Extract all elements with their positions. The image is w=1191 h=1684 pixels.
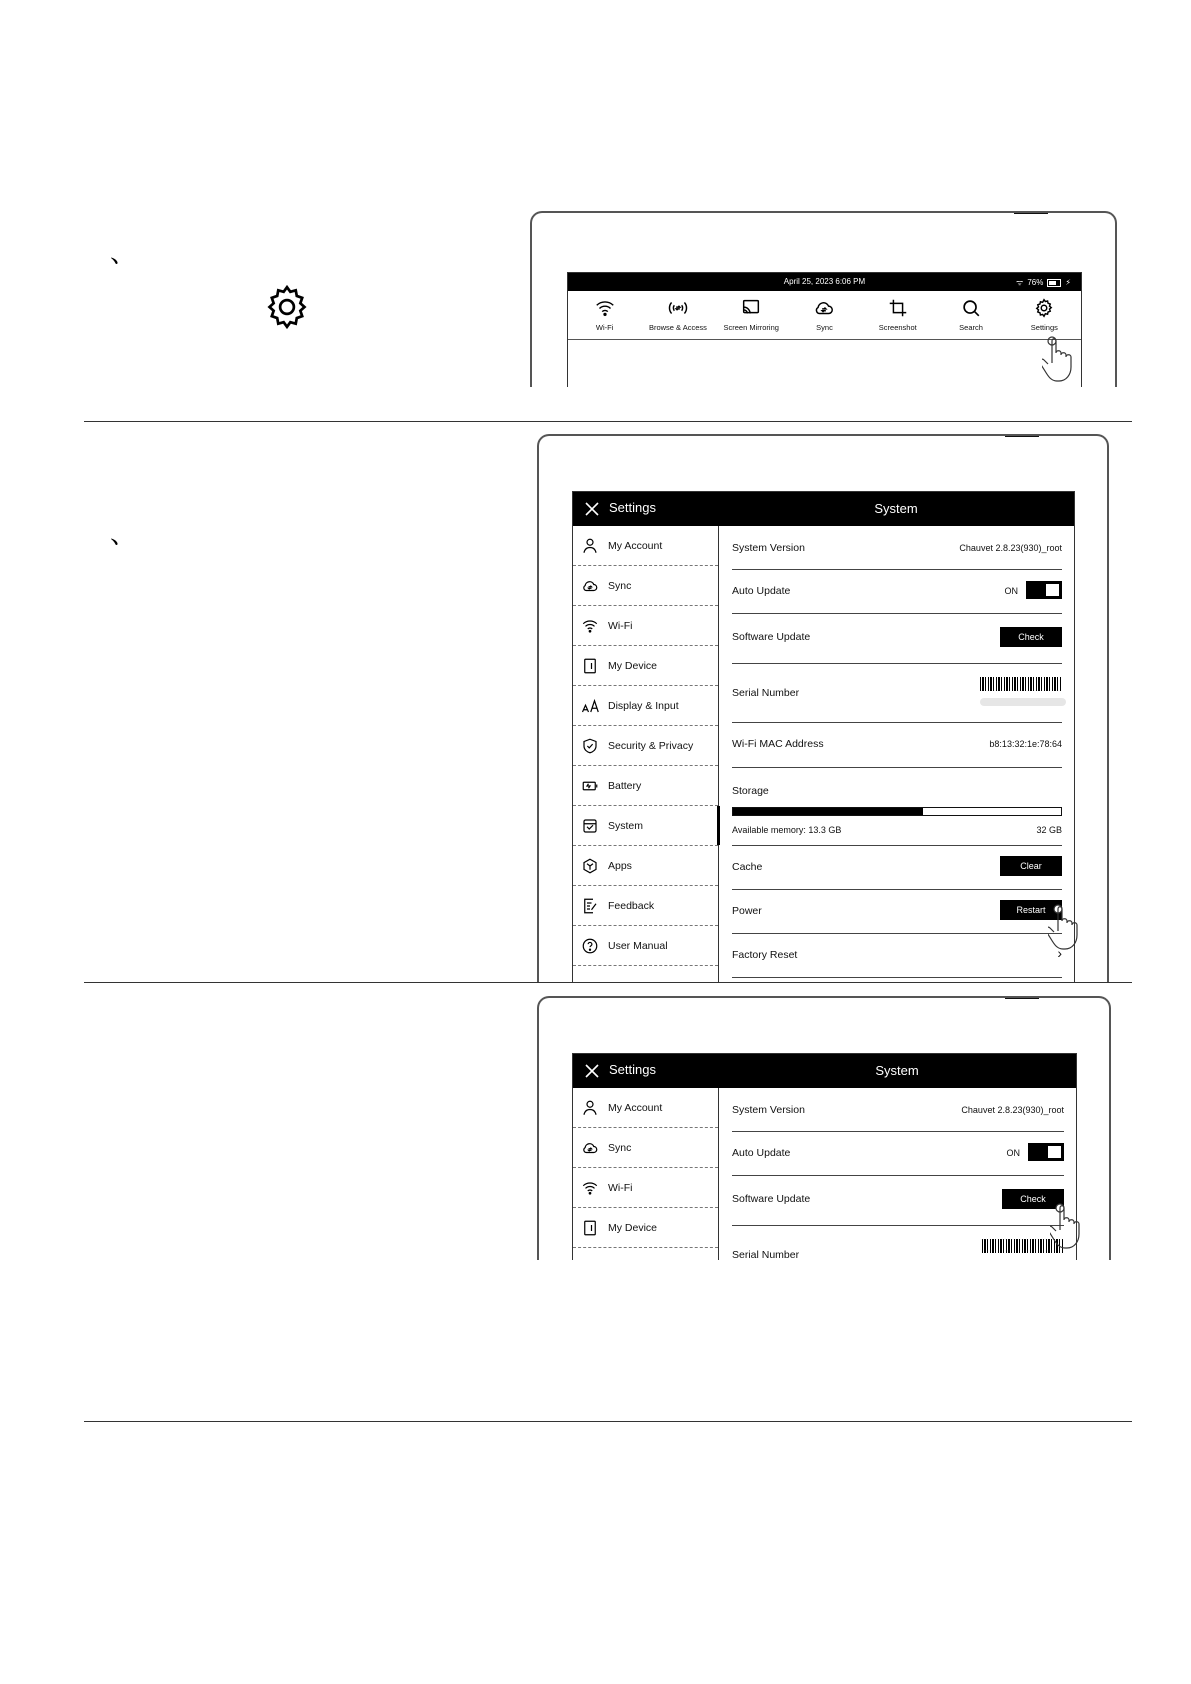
divider-3 <box>84 1421 1132 1422</box>
device-frame-2 <box>537 434 1109 982</box>
settings-check-screen <box>572 1053 1077 1260</box>
battery-icon <box>581 777 599 795</box>
sidebar-item-my-device[interactable]: My Device <box>573 646 718 686</box>
screenshot-icon <box>887 297 909 319</box>
wifi-icon <box>581 1179 599 1197</box>
browse-access-icon <box>667 297 689 319</box>
battery-icon <box>1047 279 1061 287</box>
divider-1 <box>84 421 1132 422</box>
sidebar-item-wifi[interactable]: Wi-Fi <box>573 1168 718 1208</box>
display-input-icon <box>581 697 599 715</box>
quick-actions-row <box>568 291 1081 340</box>
available-memory: Available memory: 13.3 GB <box>732 825 842 835</box>
check-button[interactable]: Check <box>1000 627 1062 647</box>
system-icon <box>581 817 599 835</box>
row-power: Power Restart <box>732 889 1062 934</box>
wifi-icon <box>581 617 599 635</box>
row-auto-update: Auto Update ON <box>732 1131 1064 1176</box>
system-version-value: Chauvet 2.8.23(930)_root <box>959 543 1062 553</box>
status-bar <box>568 273 1081 291</box>
search-icon <box>960 297 982 319</box>
help-icon <box>581 937 599 955</box>
sidebar-item-battery[interactable]: Battery <box>573 766 718 806</box>
settings-header <box>573 492 1074 526</box>
control-center-screen <box>567 272 1082 387</box>
row-system-version: System Version Chauvet 2.8.23(930)_root <box>732 526 1062 570</box>
sidebar-item-apps[interactable]: Apps <box>573 846 718 886</box>
quick-screen-mirroring[interactable]: Screen Mirroring <box>715 291 788 339</box>
sidebar-item-display-input[interactable]: Display & Input <box>573 686 718 726</box>
storage-bar-fill <box>733 808 923 815</box>
system-version-value: Chauvet 2.8.23(930)_root <box>961 1105 1064 1115</box>
row-system-version: System Version Chauvet 2.8.23(930)_root <box>732 1088 1064 1132</box>
sync-icon <box>581 577 599 595</box>
settings-gear-icon <box>262 282 312 332</box>
device-frame-3 <box>537 996 1111 1260</box>
apps-icon <box>581 857 599 875</box>
quick-settings[interactable]: Settings <box>1008 291 1081 339</box>
device-icon <box>581 1219 599 1237</box>
auto-update-toggle[interactable] <box>1026 581 1062 599</box>
storage-bar <box>732 807 1062 816</box>
settings-main <box>718 526 1074 982</box>
section-title: System <box>874 501 918 516</box>
settings-icon <box>1033 297 1055 319</box>
wifi-icon: ᯤ <box>1016 278 1024 287</box>
chevron-right-icon: › <box>1057 945 1062 961</box>
auto-update-toggle[interactable] <box>1028 1143 1064 1161</box>
sidebar-item-user-manual[interactable]: User Manual <box>573 926 718 966</box>
row-serial-number: Serial Number <box>732 1225 1064 1260</box>
wifi-mac-value: b8:13:32:1e:78:64 <box>989 739 1062 749</box>
quick-wifi[interactable]: Wi-Fi <box>568 291 641 339</box>
account-icon <box>581 1099 599 1117</box>
sidebar-item-feedback[interactable]: Feedback <box>573 886 718 926</box>
serial-barcode-icon <box>980 677 1062 691</box>
sidebar-item-my-account[interactable]: My Account <box>573 1088 718 1128</box>
tap-hand-icon <box>1048 901 1104 957</box>
section-title: System <box>875 1063 919 1078</box>
settings-main <box>718 1088 1076 1260</box>
settings-title: Settings <box>609 500 656 515</box>
settings-sidebar <box>573 1088 719 1260</box>
quick-sync[interactable]: Sync <box>788 291 861 339</box>
screen-mirroring-icon <box>740 297 762 319</box>
storage-total: 32 GB <box>1036 825 1062 835</box>
divider-2 <box>84 982 1132 983</box>
sidebar-item-sync[interactable]: Sync <box>573 1128 718 1168</box>
shield-icon <box>581 737 599 755</box>
sidebar-item-my-account[interactable]: My Account <box>573 526 718 566</box>
restart-button[interactable]: Restart <box>1000 900 1062 920</box>
account-icon <box>581 537 599 555</box>
auto-update-state: ON <box>1006 1148 1020 1158</box>
tap-hand-icon <box>1050 1200 1106 1256</box>
row-serial-number: Serial Number <box>732 663 1062 723</box>
settings-header <box>573 1054 1076 1088</box>
close-icon[interactable] <box>583 1062 601 1080</box>
clear-button[interactable]: Clear <box>1000 856 1062 876</box>
sync-icon <box>581 1139 599 1157</box>
quick-search[interactable]: Search <box>934 291 1007 339</box>
feedback-icon <box>581 897 599 915</box>
sidebar-item-system[interactable]: System <box>573 806 718 846</box>
charging-icon: ⚡ <box>1065 278 1071 287</box>
row-wifi-mac: Wi-Fi MAC Address b8:13:32:1e:78:64 <box>732 722 1062 768</box>
settings-title: Settings <box>609 1062 656 1077</box>
step-2-mark: 、 <box>110 519 137 549</box>
settings-sidebar <box>573 526 719 982</box>
quick-browse-access[interactable]: Browse & Access <box>641 291 714 339</box>
row-software-update: Software Update Check <box>732 1175 1064 1226</box>
check-button[interactable]: Check <box>1002 1189 1064 1209</box>
sync-icon <box>813 297 835 319</box>
wifi-icon <box>594 297 616 319</box>
sidebar-item-security-privacy[interactable]: Security & Privacy <box>573 726 718 766</box>
auto-update-state: ON <box>1004 586 1018 596</box>
close-icon[interactable] <box>583 500 601 518</box>
step-1-mark: 、 <box>110 238 137 268</box>
tap-hand-icon <box>1042 333 1098 387</box>
device-icon <box>581 657 599 675</box>
row-cache: Cache Clear <box>732 845 1062 890</box>
serial-redacted-bar <box>980 698 1066 706</box>
battery-percent: 76% <box>1027 278 1044 287</box>
sidebar-item-sync[interactable]: Sync <box>573 566 718 606</box>
row-auto-update: Auto Update ON <box>732 569 1062 614</box>
status-time: April 25, 2023 6:06 PM <box>783 277 866 286</box>
sidebar-item-my-device[interactable]: My Device <box>573 1208 718 1248</box>
quick-screenshot[interactable]: Screenshot <box>861 291 934 339</box>
sidebar-item-wifi[interactable]: Wi-Fi <box>573 606 718 646</box>
row-storage: Storage Available memory: 13.3 GB 32 GB <box>732 767 1062 846</box>
row-software-update: Software Update Check <box>732 613 1062 664</box>
device-frame-1 <box>530 211 1117 387</box>
row-factory-reset[interactable]: Factory Reset › <box>732 933 1062 978</box>
settings-system-screen <box>572 491 1075 982</box>
